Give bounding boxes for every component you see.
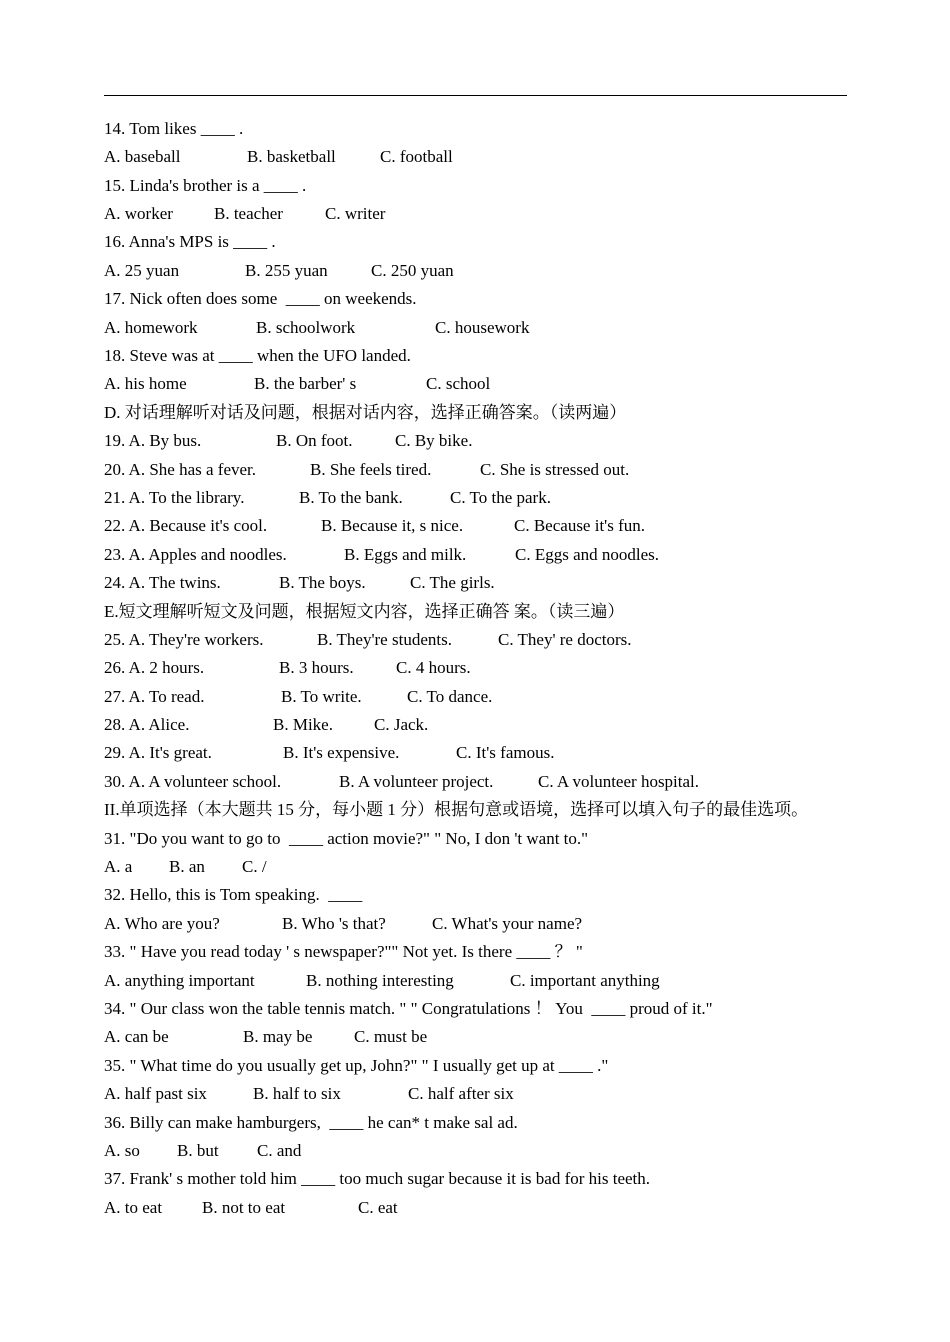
answer-option: A. anything important: [104, 971, 255, 990]
question-text: 33. " Have you read today ' s newspaper?"" Not yet. Is there ____ ？ ": [104, 942, 583, 961]
answer-option: 22. A. Because it's cool.: [104, 516, 268, 535]
answer-option: 28. A. Alice.: [104, 715, 190, 734]
question-text: 17. Nick often does some ____ on weekends.: [104, 289, 417, 308]
answer-option: C. 250 yuan: [371, 261, 454, 280]
answer-option: C. must be: [354, 1027, 428, 1046]
answer-option: B. not to eat: [202, 1198, 286, 1217]
question-text: 37. Frank' s mother told him ____ too much sugar because it is bad for his teeth.: [104, 1169, 651, 1188]
answer-option: C. and: [257, 1141, 302, 1160]
question-text: 16. Anna's MPS is ____ .: [104, 232, 276, 251]
answer-option: C. The girls.: [410, 573, 495, 592]
answer-option: C. Eggs and noodles.: [515, 545, 660, 564]
answer-option: B. Eggs and milk.: [344, 545, 467, 564]
answer-option: B. basketball: [247, 147, 336, 166]
answer-option: A. homework: [104, 318, 198, 337]
answer-option: 19. A. By bus.: [104, 431, 202, 450]
section-heading: E.短文理解听短文及问题，根据短文内容，选择正确答 案。（读三遍）: [104, 602, 625, 621]
question-text: 34. " Our class won the table tennis match. " " Congratulations ！ You ____ proud of it.": [104, 999, 713, 1018]
answer-option: A. can be: [104, 1027, 169, 1046]
answer-option: C. half after six: [408, 1084, 514, 1103]
answer-option: A. so: [104, 1141, 140, 1160]
answer-option: C. eat: [358, 1198, 398, 1217]
answer-option: B. She feels tired.: [310, 460, 432, 479]
answer-option: C. /: [242, 857, 267, 876]
answer-option: C. school: [426, 374, 491, 393]
answer-option: B. Because it, s nice.: [321, 516, 464, 535]
answer-option: B. the barber' s: [254, 374, 357, 393]
answer-option: C. Because it's fun.: [514, 516, 646, 535]
answer-option: A. his home: [104, 374, 187, 393]
answer-option: A. a: [104, 857, 133, 876]
question-text: 18. Steve was at ____ when the UFO landed.: [104, 346, 411, 365]
answer-option: C. important anything: [510, 971, 660, 990]
answer-option: 21. A. To the library.: [104, 488, 245, 507]
answer-option: C. housework: [435, 318, 530, 337]
answer-option: C. To dance.: [407, 687, 493, 706]
answer-option: B. To the bank.: [299, 488, 403, 507]
answer-option: 23. A. Apples and noodles.: [104, 545, 287, 564]
answer-option: B. half to six: [253, 1084, 341, 1103]
question-text: 32. Hello, this is Tom speaking. ____: [104, 885, 363, 904]
answer-option: B. nothing interesting: [306, 971, 454, 990]
answer-option: B. 3 hours.: [279, 658, 354, 677]
answer-option: C. writer: [325, 204, 386, 223]
answer-option: C. 4 hours.: [396, 658, 471, 677]
answer-option: B. A volunteer project.: [339, 772, 494, 791]
question-text: 36. Billy can make hamburgers, ____ he can* t make sal ad.: [104, 1113, 518, 1132]
answer-option: C. They' re doctors.: [498, 630, 632, 649]
question-text: 15. Linda's brother is a ____ .: [104, 176, 307, 195]
answer-option: B. 255 yuan: [245, 261, 328, 280]
answer-option: A. baseball: [104, 147, 181, 166]
answer-option: B. It's expensive.: [283, 743, 400, 762]
answer-option: 30. A. A volunteer school.: [104, 772, 282, 791]
answer-option: 25. A. They're workers.: [104, 630, 264, 649]
answer-option: C. By bike.: [395, 431, 473, 450]
answer-option: B. Mike.: [273, 715, 333, 734]
question-text: 14. Tom likes ____ .: [104, 119, 244, 138]
section-heading: II.单项选择（本大题共 15 分，每小题 1 分）根据句意或语境，选择可以填入句子的最佳选项。: [104, 800, 809, 819]
answer-option: C. She is stressed out.: [480, 460, 630, 479]
answer-option: B. Who 's that?: [282, 914, 386, 933]
answer-option: 24. A. The twins.: [104, 573, 221, 592]
question-text: 31. "Do you want to go to ____ action movie?" " No, I don 't want to.": [104, 829, 589, 848]
answer-option: B. may be: [243, 1027, 313, 1046]
question-text: 35. " What time do you usually get up, John?" " I usually get up at ____ .": [104, 1056, 609, 1075]
answer-option: A. 25 yuan: [104, 261, 180, 280]
section-heading: D. 对话理解听对话及问题，根据对话内容，选择正确答案。（读两遍）: [104, 403, 627, 422]
answer-option: C. football: [380, 147, 453, 166]
header-rule: [104, 95, 847, 96]
answer-option: C. A volunteer hospital.: [538, 772, 700, 791]
answer-option: 26. A. 2 hours.: [104, 658, 205, 677]
answer-option: C. Jack.: [374, 715, 429, 734]
answer-option: B. schoolwork: [256, 318, 356, 337]
answer-option: A. half past six: [104, 1084, 207, 1103]
answer-option: 29. A. It's great.: [104, 743, 212, 762]
answer-option: C. To the park.: [450, 488, 551, 507]
answer-option: B. They're students.: [317, 630, 452, 649]
answer-option: C. What's your name?: [432, 914, 583, 933]
answer-option: B. but: [177, 1141, 219, 1160]
answer-option: C. It's famous.: [456, 743, 555, 762]
answer-option: B. To write.: [281, 687, 362, 706]
answer-option: B. an: [169, 857, 205, 876]
answer-option: B. The boys.: [279, 573, 366, 592]
answer-option: A. Who are you?: [104, 914, 220, 933]
answer-option: 20. A. She has a fever.: [104, 460, 257, 479]
answer-option: B. On foot.: [276, 431, 353, 450]
answer-option: A. worker: [104, 204, 173, 223]
answer-option: A. to eat: [104, 1198, 163, 1217]
answer-option: 27. A. To read.: [104, 687, 205, 706]
answer-option: B. teacher: [214, 204, 283, 223]
